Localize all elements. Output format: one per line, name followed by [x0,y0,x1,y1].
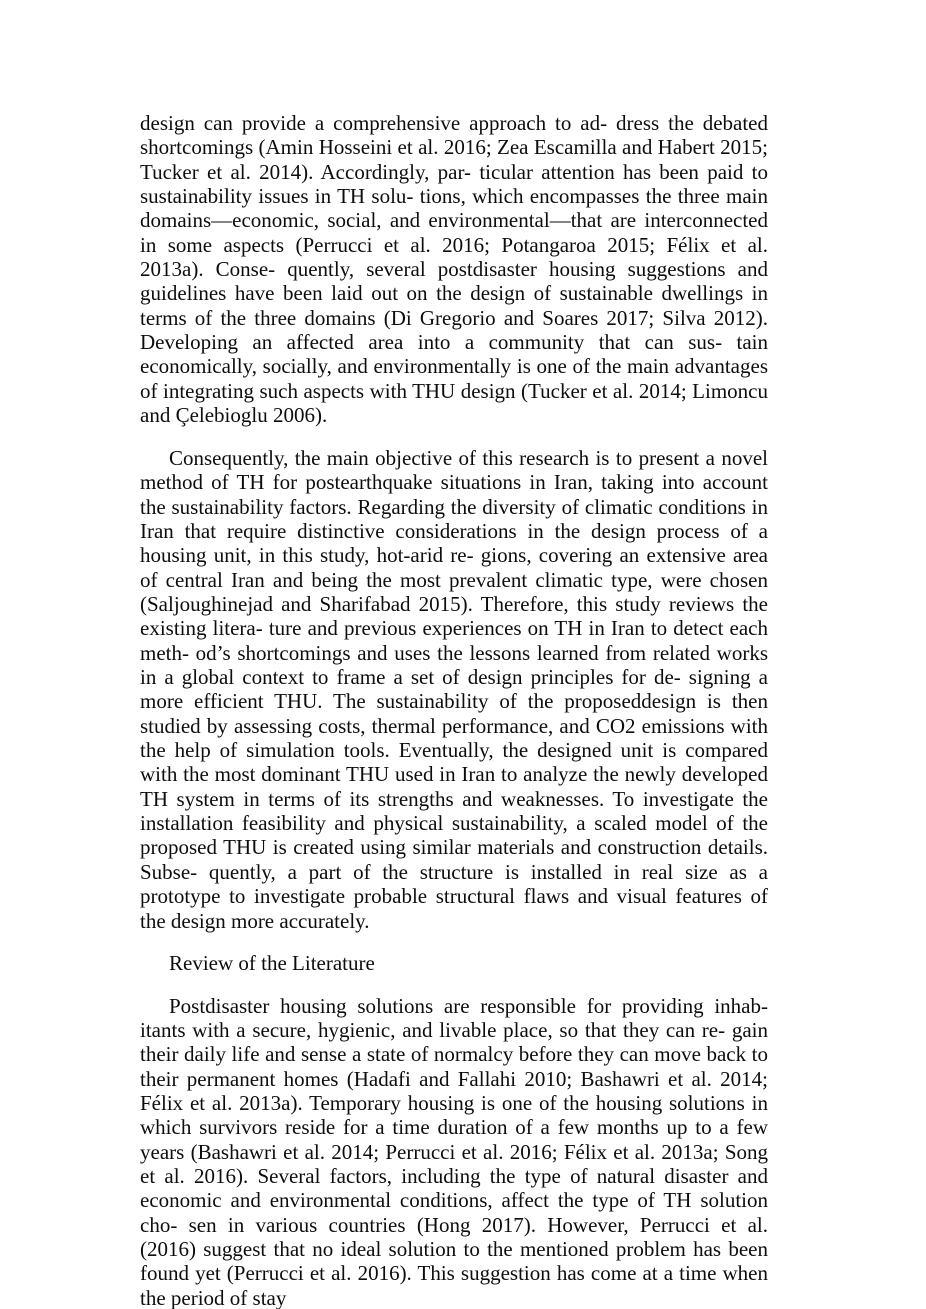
body-paragraph-1: design can provide a comprehensive approach to ad- dress the debated shortcomings (Amin Hosseini et al. 2016; Zea Escamilla and Habert 2015; Tucker et al. 2014). Accordingly, par- ticular attention has been paid to sustainability issues in TH solu- tions, which encompasses the three main domains—economic, social, and environmental—that are interconnected in some aspects (Perrucci et al. 2016; Potangaroa 2015; Félix et al. 2013a). Conse- quently, several postdisaster housing suggestions and guidelines have been laid out on the design of sustainable dwellings in terms of the three domains (Di Gregorio and Soares 2017; Silva 2012). Developing an affected area into a community that can sus- tain economically, socially, and environmentally is one of the main advantages of integrating such aspects with THU design (Tucker et al. 2014; Limoncu and Çelebioglu 2006). [140,111,768,428]
body-paragraph-3: Postdisaster housing solutions are responsible for providing inhab- itants with a secure, hygienic, and livable place, so that they can re- gain their daily life and sense a state of normalcy before they can move back to their permanent homes (Hadafi and Fallahi 2010; Bashawri et al. 2014; Félix et al. 2013a). Temporary housing is one of the housing solutions in which survivors reside for a time duration of a few months up to a few years (Bashawri et al. 2014; Perrucci et al. 2016; Félix et al. 2013a; Song et al. 2016). Several factors, including the type of natural disaster and economic and environmental conditions, affect the type of TH solution cho- sen in various countries (Hong 2017). However, Perrucci et al. (2016) suggest that no ideal solution to the mentioned problem has been found yet (Perrucci et al. 2016). This suggestion has come at a time when the period of stay [140,993,768,1309]
text-column [140,111,768,1309]
section-heading: Review of the Literature [169,951,375,976]
body-paragraph-2: Consequently, the main objective of this research is to present a novel method of TH for postearthquake situations in Iran, taking into account the sustainability factors. Regarding the diversity of climatic conditions in Iran that require distinctive considerations in the design process of a housing unit, in this study, hot-arid re- gions, covering an extensive area of central Iran and being the most prevalent climatic type, were chosen (Saljoughinejad and Sharifabad 2015). Therefore, this study reviews the existing litera- ture and previous experiences on TH in Iran to detect each meth- od’s shortcomings and uses the lessons learned from related works in a global context to frame a set of design principles for de- signing a more efficient THU. The sustainability of the proposeddesign is then studied by assessing costs, thermal performance, and CO2 emissions with the help of simulation tools. Eventually, the designed unit is compared with the most dominant THU used in Iran to analyze the newly developed TH system in terms of its strengths and weaknesses. To investigate the installation feasibility and physical sustainability, a scaled model of the proposed THU is created using similar materials and construction details. Subse- quently, a part of the structure is installed in real size as a prototype to investigate probable structural flaws and visual features of the design more accurately. [140,445,768,933]
